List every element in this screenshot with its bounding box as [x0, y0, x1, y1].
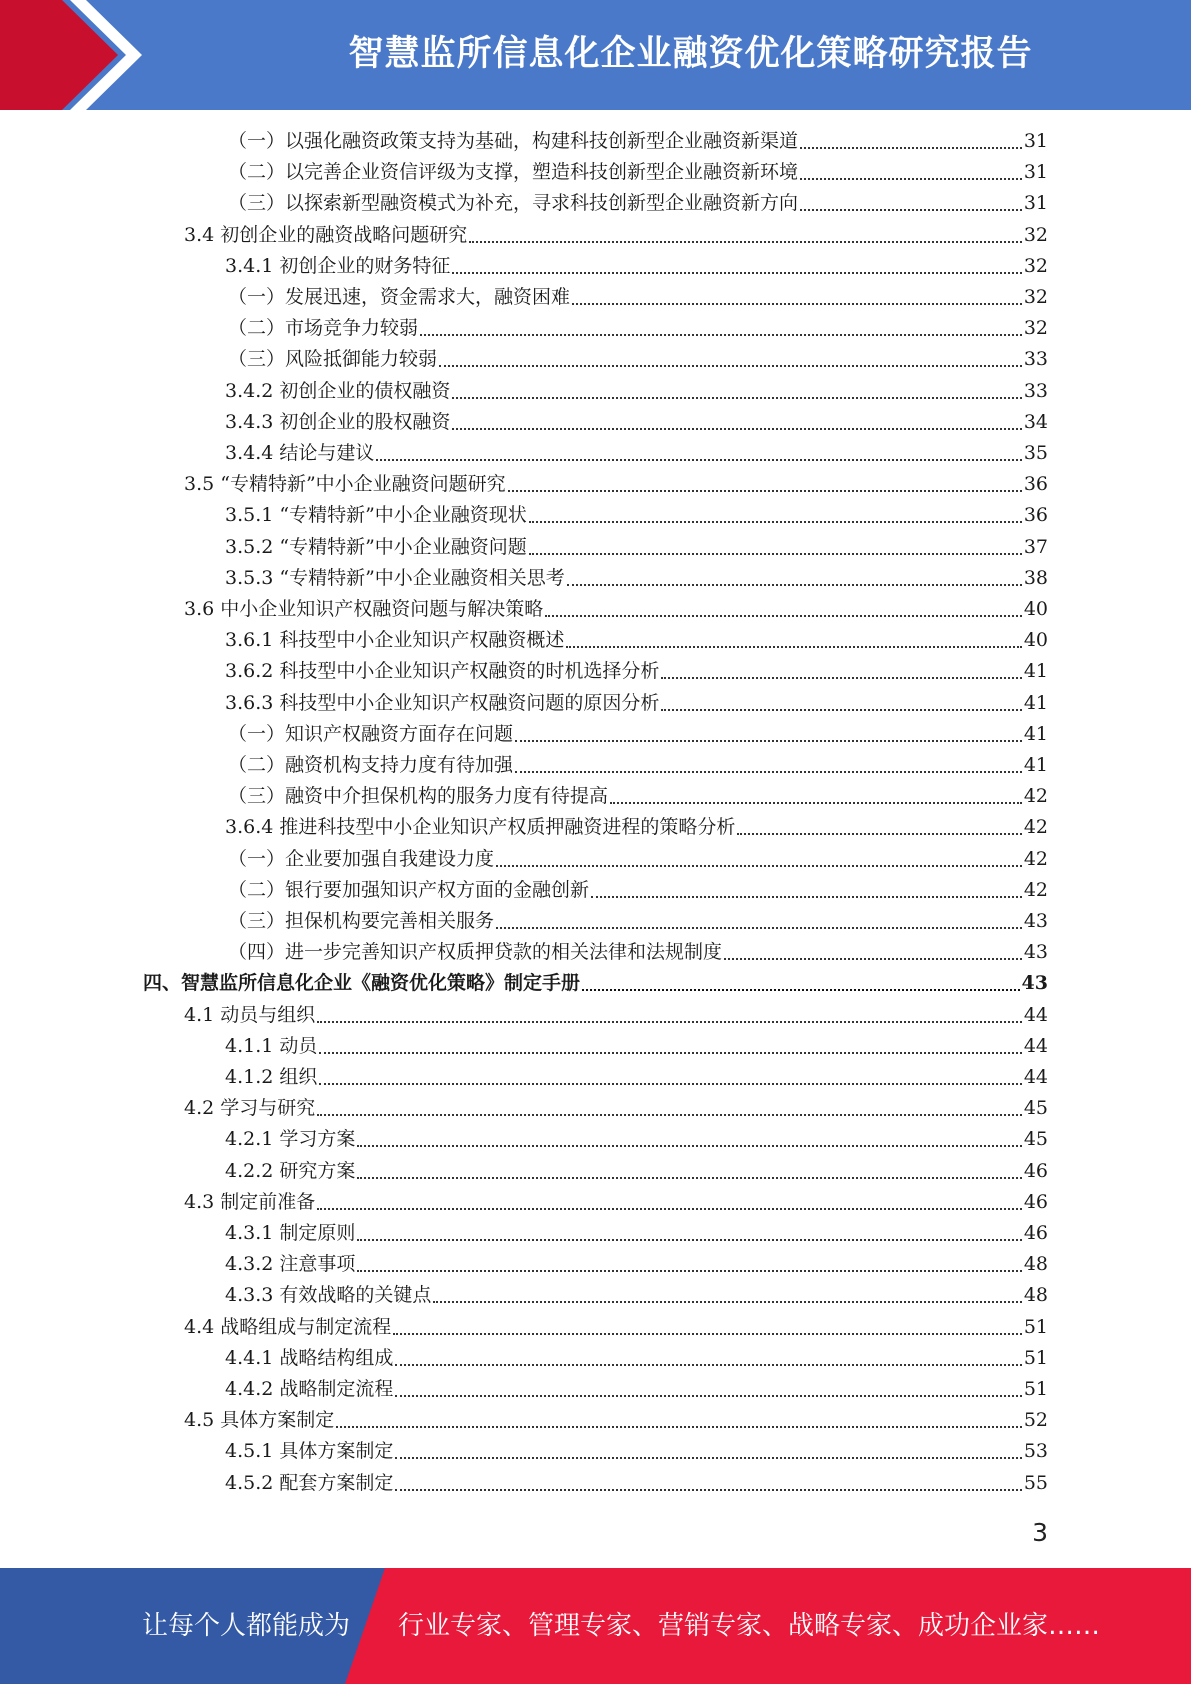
- toc-dot-leader: [357, 1176, 1021, 1179]
- toc-dot-leader: [319, 1082, 1021, 1085]
- toc-entry-page: 33: [1023, 379, 1048, 402]
- toc-entry[interactable]: [225, 1218, 1048, 1249]
- toc-entry-page: 45: [1023, 1128, 1048, 1151]
- toc-entry-page: 51: [1023, 1378, 1048, 1400]
- toc-entry-page: 41: [1023, 660, 1048, 683]
- toc-entry-page: 45: [1023, 1097, 1048, 1120]
- toc-dot-leader: [529, 552, 1022, 555]
- toc-dot-leader: [452, 396, 1021, 399]
- toc-entry-page: 31: [1023, 130, 1048, 152]
- footer-band: [0, 1568, 1191, 1684]
- toc-entry[interactable]: [228, 719, 1048, 750]
- toc-entry[interactable]: [225, 1062, 1048, 1093]
- toc-entry-title: 4.1.1 动员: [225, 1034, 318, 1057]
- toc-entry-title: 4.2 学习与研究: [184, 1097, 316, 1120]
- toc-entry-page: 41: [1023, 754, 1048, 776]
- toc-entry-title: 4.3.2 注意事项: [225, 1253, 356, 1276]
- toc-entry-title: （三）担保机构要完善相关服务: [228, 910, 495, 932]
- toc-dot-leader: [433, 1300, 1021, 1303]
- toc-entry[interactable]: [228, 906, 1048, 937]
- toc-dot-leader: [319, 1051, 1021, 1054]
- toc-entry[interactable]: [225, 1156, 1048, 1187]
- toc-dot-leader: [496, 864, 1022, 867]
- toc-entry-title: 3.5.2 “专精特新”中小企业融资问题: [225, 535, 527, 558]
- toc-entry-title: 3.6.2 科技型中小企业知识产权融资的时机选择分析: [225, 660, 660, 683]
- toc-entry[interactable]: [228, 937, 1048, 968]
- toc-entry-title: 3.6.1 科技型中小企业知识产权融资概述: [225, 629, 565, 652]
- footer-slogan-left: 让每个人都能成为: [142, 1611, 351, 1641]
- toc-dot-leader: [800, 177, 1022, 180]
- toc-entry[interactable]: [228, 781, 1048, 812]
- toc-entry-title: 4.4.2 战略制定流程: [225, 1378, 394, 1400]
- toc-entry-page: 33: [1023, 348, 1048, 371]
- toc-entry-title: 4.3.1 制定原则: [225, 1222, 356, 1244]
- toc-entry-title: 3.6.3 科技型中小企业知识产权融资问题的原因分析: [225, 691, 660, 714]
- toc-entry-title: 3.4.1 初创企业的财务特征: [225, 254, 451, 277]
- toc-entry[interactable]: [184, 469, 1048, 500]
- toc-entry-page: 42: [1023, 785, 1048, 808]
- toc-entry[interactable]: [184, 220, 1048, 251]
- toc-entry[interactable]: [184, 1093, 1048, 1124]
- toc-dot-leader: [395, 1394, 1021, 1397]
- toc-entry-title: 四、智慧监所信息化企业《融资优化策略》制定手册: [143, 972, 581, 995]
- toc-entry-page: 35: [1023, 442, 1048, 464]
- toc-dot-leader: [395, 1488, 1021, 1491]
- document-title: 智慧监所信息化企业融资优化策略研究报告: [348, 34, 1033, 74]
- toc-dot-leader: [317, 1020, 1022, 1023]
- toc-entry-page: 32: [1023, 286, 1048, 308]
- toc-dot-leader: [567, 583, 1022, 586]
- chevron-decoration-icon: [0, 0, 160, 110]
- toc-entry[interactable]: [225, 563, 1048, 594]
- toc-dot-leader: [737, 832, 1021, 835]
- toc-dot-leader: [357, 1144, 1021, 1147]
- toc-dot-leader: [469, 240, 1022, 243]
- toc-entry[interactable]: [184, 1312, 1048, 1343]
- toc-entry[interactable]: [225, 532, 1048, 563]
- toc-entry-page: 44: [1023, 1003, 1048, 1026]
- toc-dot-leader: [610, 801, 1022, 804]
- toc-dot-leader: [800, 146, 1022, 149]
- toc-entry-page: 52: [1023, 1409, 1048, 1432]
- toc-entry-page: 32: [1023, 317, 1048, 340]
- toc-entry-title: 4.2.1 学习方案: [225, 1128, 356, 1151]
- toc-dot-leader: [515, 770, 1022, 773]
- toc-entry-title: （二）融资机构支持力度有待加强: [228, 754, 514, 776]
- toc-entry[interactable]: [225, 1124, 1048, 1155]
- toc-dot-leader: [357, 1269, 1021, 1272]
- toc-dot-leader: [420, 333, 1022, 336]
- toc-dot-leader: [508, 489, 1022, 492]
- toc-entry[interactable]: [143, 968, 1048, 999]
- toc-entry[interactable]: [228, 344, 1048, 375]
- toc-entry-page: 40: [1023, 598, 1048, 620]
- toc-entry[interactable]: [228, 313, 1048, 344]
- toc-dot-leader: [395, 1363, 1021, 1366]
- toc-entry-title: 4.5 具体方案制定: [184, 1409, 335, 1432]
- toc-dot-leader: [496, 926, 1022, 929]
- toc-entry-title: 4.3.3 有效战略的关键点: [225, 1284, 432, 1307]
- toc-entry[interactable]: [184, 594, 1048, 625]
- toc-entry-page: 41: [1023, 691, 1048, 714]
- toc-dot-leader: [452, 271, 1021, 274]
- toc-entry-page: 36: [1023, 473, 1048, 496]
- toc-entry-title: 3.4.4 结论与建议: [225, 442, 375, 464]
- toc-dot-leader: [515, 739, 1022, 742]
- toc-dot-leader: [582, 988, 1020, 991]
- toc-entry[interactable]: [184, 1187, 1048, 1218]
- toc-entry-page: 46: [1023, 1222, 1048, 1244]
- toc-entry-page: 48: [1023, 1253, 1048, 1276]
- toc-entry-page: 42: [1023, 816, 1048, 839]
- toc-entry[interactable]: [225, 376, 1048, 407]
- header-band: [0, 0, 1191, 110]
- toc-entry-page: 38: [1023, 566, 1048, 589]
- toc-dot-leader: [800, 208, 1022, 211]
- toc-entry-title: （一）知识产权融资方面存在问题: [228, 722, 514, 745]
- toc-dot-leader: [591, 895, 1022, 898]
- toc-entry[interactable]: [228, 282, 1048, 313]
- toc-entry-title: （三）融资中介担保机构的服务力度有待提高: [228, 785, 609, 808]
- toc-entry[interactable]: [228, 875, 1048, 906]
- toc-dot-leader: [661, 708, 1021, 711]
- toc-entry[interactable]: [225, 656, 1048, 687]
- toc-entry[interactable]: [228, 126, 1048, 157]
- toc-entry-title: 4.1.2 组织: [225, 1066, 318, 1088]
- toc-entry[interactable]: [225, 1249, 1048, 1280]
- toc-entry-title: （二）银行要加强知识产权方面的金融创新: [228, 878, 590, 901]
- toc-entry[interactable]: [184, 1000, 1048, 1031]
- toc-entry-page: 41: [1023, 722, 1048, 745]
- toc-entry-title: （四）进一步完善知识产权质押贷款的相关法律和法规制度: [228, 941, 723, 964]
- toc-dot-leader: [661, 676, 1021, 679]
- toc-entry[interactable]: [225, 407, 1048, 438]
- toc-entry-title: 4.2.2 研究方案: [225, 1159, 356, 1182]
- toc-entry-page: 44: [1023, 1066, 1048, 1088]
- toc-entry-title: 3.5 “专精特新”中小企业融资问题研究: [184, 473, 506, 496]
- toc-entry-page: 51: [1023, 1346, 1048, 1369]
- toc-entry-title: 3.4.3 初创企业的股权融资: [225, 410, 451, 433]
- toc-entry[interactable]: [228, 188, 1048, 219]
- toc-dot-leader: [545, 614, 1022, 617]
- toc-dot-leader: [317, 1113, 1022, 1116]
- toc-entry-page: 32: [1023, 223, 1048, 246]
- toc-entry-title: 3.5.1 “专精特新”中小企业融资现状: [225, 504, 527, 527]
- toc-entry[interactable]: [228, 750, 1048, 781]
- toc-entry-page: 42: [1023, 878, 1048, 901]
- toc-dot-leader: [376, 458, 1021, 461]
- toc-entry-title: （三）风险抵御能力较弱: [228, 348, 438, 371]
- toc-entry-page: 43: [1021, 972, 1048, 995]
- toc-dot-leader: [566, 645, 1021, 648]
- toc-entry-title: （一）以强化融资政策支持为基础，构建科技创新型企业融资新渠道: [228, 130, 799, 152]
- toc-entry-page: 42: [1023, 847, 1048, 870]
- toc-entry-title: （二）以完善企业资信评级为支撑，塑造科技创新型企业融资新环境: [228, 161, 799, 184]
- toc-entry[interactable]: [225, 1436, 1048, 1467]
- toc-entry[interactable]: [225, 1031, 1048, 1062]
- toc-dot-leader: [724, 957, 1022, 960]
- toc-entry-page: 43: [1023, 910, 1048, 932]
- toc-entry-page: 46: [1023, 1159, 1048, 1182]
- toc-entry-title: （二）市场竞争力较弱: [228, 317, 419, 340]
- toc-entry[interactable]: [225, 812, 1048, 843]
- toc-entry-title: （三）以探索新型融资模式为补充，寻求科技创新型企业融资新方向: [228, 192, 799, 215]
- toc-entry[interactable]: [225, 625, 1048, 656]
- toc-entry[interactable]: [225, 1343, 1048, 1374]
- toc-entry-page: 44: [1023, 1034, 1048, 1057]
- toc-entry-title: （一）企业要加强自我建设力度: [228, 847, 495, 870]
- toc-entry[interactable]: [225, 438, 1048, 469]
- toc-entry-title: 4.5.1 具体方案制定: [225, 1440, 394, 1463]
- toc-entry-page: 37: [1023, 535, 1048, 558]
- toc-entry[interactable]: [225, 688, 1048, 719]
- toc-entry-page: 31: [1023, 161, 1048, 184]
- toc-entry-title: 4.3 制定前准备: [184, 1190, 316, 1213]
- toc-entry-page: 53: [1023, 1440, 1048, 1463]
- toc-dot-leader: [529, 520, 1022, 523]
- toc-entry[interactable]: [225, 1468, 1048, 1499]
- toc-entry-title: 3.4 初创企业的融资战略问题研究: [184, 223, 468, 246]
- toc-entry-page: 32: [1023, 254, 1048, 277]
- toc-entry-title: 4.5.2 配套方案制定: [225, 1471, 394, 1494]
- toc-entry-title: 3.6.4 推进科技型中小企业知识产权质押融资进程的策略分析: [225, 816, 736, 839]
- toc-entry-page: 48: [1023, 1284, 1048, 1307]
- toc-entry-page: 36: [1023, 504, 1048, 527]
- toc-dot-leader: [439, 364, 1022, 367]
- toc-entry[interactable]: [225, 251, 1048, 282]
- toc-entry-page: 51: [1023, 1315, 1048, 1338]
- toc-dot-leader: [395, 1456, 1021, 1459]
- toc-dot-leader: [393, 1332, 1022, 1335]
- toc-dot-leader: [317, 1207, 1022, 1210]
- toc-entry[interactable]: [225, 1374, 1048, 1405]
- toc-entry-title: 4.4.1 战略结构组成: [225, 1346, 394, 1369]
- toc-entry-page: 46: [1023, 1190, 1048, 1213]
- toc-dot-leader: [572, 302, 1022, 305]
- toc-entry[interactable]: [225, 500, 1048, 531]
- toc-entry-title: 3.6 中小企业知识产权融资问题与解决策略: [184, 598, 544, 620]
- toc-entry-page: 31: [1023, 192, 1048, 215]
- page-number: 3: [1032, 1518, 1048, 1547]
- toc-dot-leader: [336, 1425, 1022, 1428]
- toc-entry-page: 43: [1023, 941, 1048, 964]
- toc-dot-leader: [452, 427, 1021, 430]
- toc-entry[interactable]: [225, 1280, 1048, 1311]
- toc-entry-page: 34: [1023, 410, 1048, 433]
- toc-entry-title: 3.5.3 “专精特新”中小企业融资相关思考: [225, 566, 565, 589]
- toc-entry[interactable]: [184, 1405, 1048, 1436]
- toc-entry[interactable]: [228, 844, 1048, 875]
- toc-entry-page: 55: [1023, 1471, 1048, 1494]
- toc-entry-title: 4.1 动员与组织: [184, 1003, 316, 1026]
- toc-entry-title: 3.4.2 初创企业的债权融资: [225, 379, 451, 402]
- toc-entry[interactable]: [228, 157, 1048, 188]
- toc-entry-title: （一）发展迅速，资金需求大，融资困难: [228, 286, 571, 308]
- toc-entry-page: 40: [1023, 629, 1048, 652]
- toc-entry-title: 4.4 战略组成与制定流程: [184, 1315, 392, 1338]
- footer-slogan-right: 行业专家、管理专家、营销专家、战略专家、成功企业家……: [398, 1611, 1101, 1641]
- toc-dot-leader: [357, 1238, 1021, 1241]
